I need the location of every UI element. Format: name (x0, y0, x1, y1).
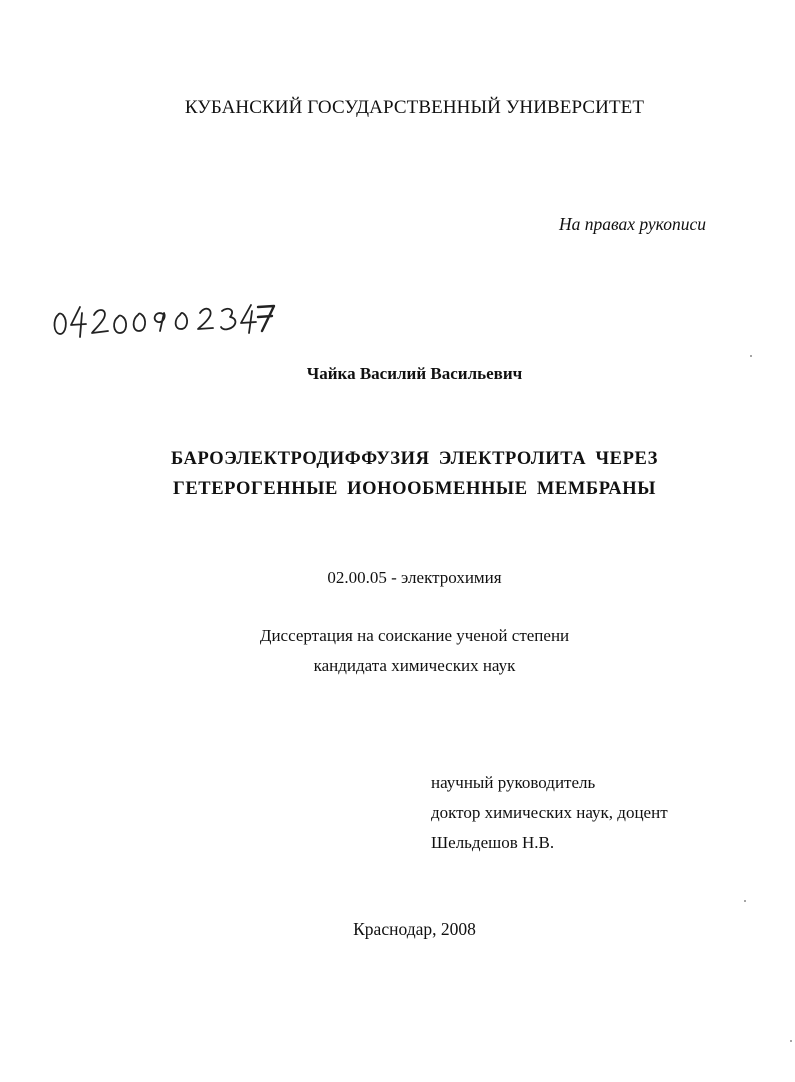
advisor-name: Шельдешов Н.В. (431, 833, 555, 852)
thesis-title-line-2: ГЕТЕРОГЕННЫЕ ИОНООБМЕННЫЕ МЕМБРАНЫ (172, 479, 657, 499)
scan-speck (744, 900, 746, 902)
specialty-code: 02.00.05 - электрохимия (327, 568, 502, 587)
scan-speck (790, 1040, 792, 1042)
author-name: Чайка Василий Васильевич (306, 364, 523, 383)
advisor-degree: доктор химических наук, доцент (431, 803, 668, 822)
thesis-title-line-1: БАРОЭЛЕКТРОДИФФУЗИЯ ЭЛЕКТРОЛИТА ЧЕРЕЗ (170, 449, 659, 469)
rights-note: На правах рукописи (559, 214, 706, 234)
dissertation-line-1: Диссертация на соискание ученой степени (259, 626, 570, 645)
university-name: КУБАНСКИЙ ГОСУДАРСТВЕННЫЙ УНИВЕРСИТЕТ (184, 97, 645, 118)
scan-speck (750, 355, 752, 357)
city-and-year: Краснодар, 2008 (353, 919, 476, 939)
advisor-role: научный руководитель (431, 773, 596, 792)
handwritten-registration-number (50, 293, 280, 341)
dissertation-line-2: кандидата химических наук (313, 656, 516, 675)
